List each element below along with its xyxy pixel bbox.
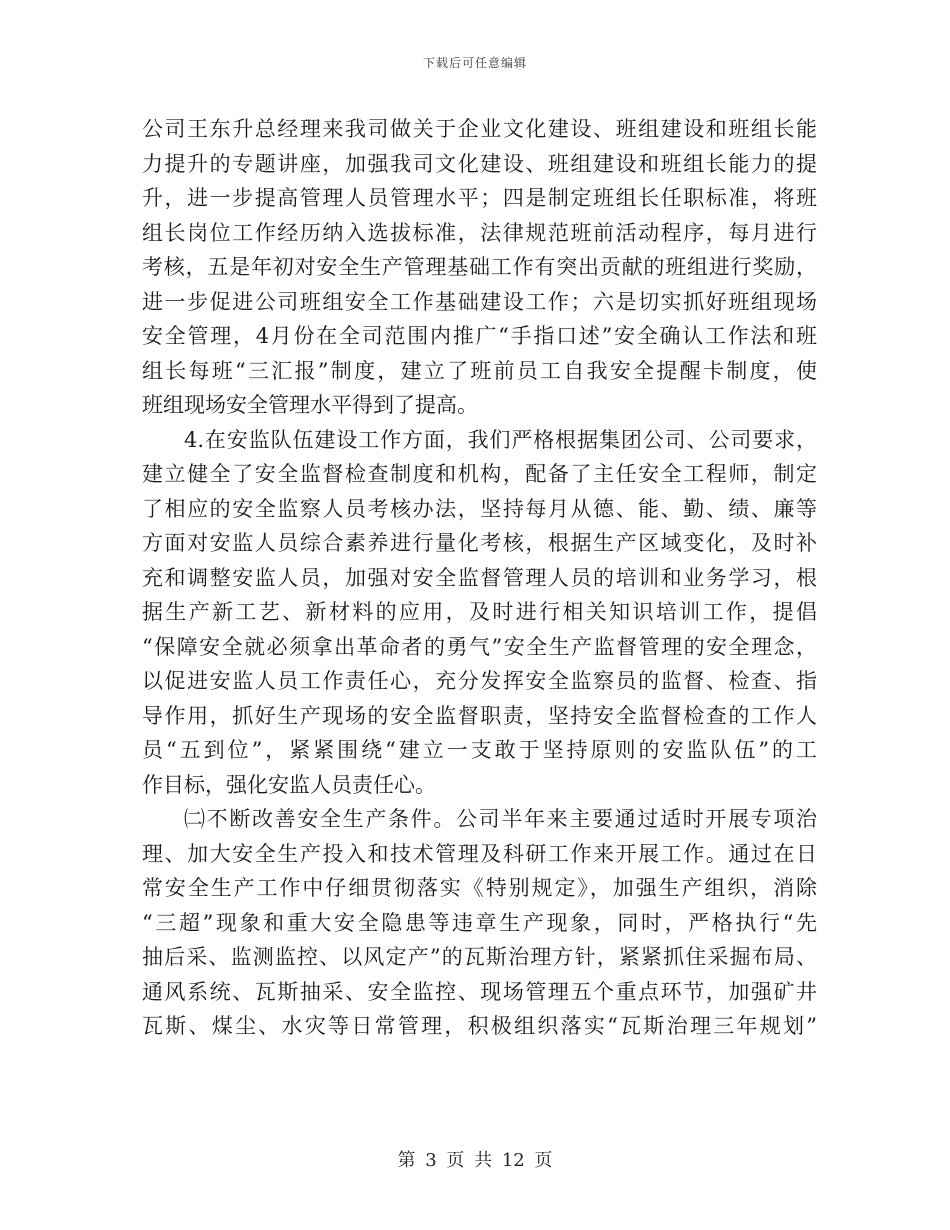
text-line: 以促进安监人员工作责任心，充分发挥安全监察员的监督、检查、指 [142,669,817,693]
text-line: 安全管理，4月份在全司范围内推广“手指口述”安全确认工作法和班 [142,324,817,348]
text-line: 方面对安监人员综合素养进行量化考核，根据生产区域变化，及时补 [142,531,817,555]
text-line: “三超”现象和重大安全隐患等违章生产现象，同时，严格执行“先 [142,910,817,935]
text-line: “保障安全就必须拿出革命者的勇气”安全生产监督管理的安全理念， [142,634,817,659]
text-line: 班组现场安全管理水平得到了提高。 [142,393,478,417]
paragraph-2 [142,423,817,803]
text-line: 4.在安监队伍建设工作方面，我们严格根据集团公司、公司要求， [184,427,817,452]
paragraph-1 [142,112,817,423]
text-line: 瓦斯、煤尘、水灾等日常管理，积极组织落实“瓦斯治理三年规划” [142,1014,817,1038]
text-line: 充和调整安监人员，加强对安全监督管理人员的培训和业务学习，根 [142,565,817,590]
text-line: ㈡不断改善安全生产条件。公司半年来主要通过适时开展专项治 [184,807,817,831]
page-number-footer: 第 3 页 共 12 页 [397,1150,553,1171]
text-line: 员“五到位”，紧紧围绕“建立一支敢于坚持原则的安监队伍”的工 [142,738,817,762]
text-line: 组长岗位工作经历纳入选拔标准，法律规范班前活动程序，每月进行 [142,220,817,245]
text-line: 升，进一步提高管理人员管理水平；四是制定班组长任职标准，将班 [142,186,817,210]
text-line: 抽后采、监测监控、以风定产”的瓦斯治理方针，紧紧抓住采掘布局、 [142,945,817,969]
text-line: 理、加大安全生产投入和技术管理及科研工作来开展工作。通过在日 [142,841,817,866]
text-line: 组长每班“三汇报”制度，建立了班前员工自我安全提醒卡制度，使 [142,358,817,383]
text-line: 公司王东升总经理来我司做关于企业文化建设、班组建设和班组长能 [142,117,817,141]
text-line: 力提升的专题讲座，加强我司文化建设、班组建设和班组长能力的提 [142,151,817,176]
text-line: 导作用，抓好生产现场的安全监督职责，坚持安全监督检查的工作人 [142,703,817,728]
text-line: 常安全生产工作中仔细贯彻落实《特别规定》，加强生产组织，消除 [142,876,817,900]
text-line: 据生产新工艺、新材料的应用，及时进行相关知识培训工作，提倡 [142,600,817,624]
text-line: 建立健全了安全监督检查制度和机构，配备了主任安全工程师，制定 [142,462,817,486]
text-line: 考核，五是年初对安全生产管理基础工作有突出贡献的班组进行奖励， [142,255,817,279]
page-header: 下载后可任意编辑 [422,56,527,70]
paragraph-3 [142,802,817,1044]
text-line: 了相应的安全监察人员考核办法，坚持每月从德、能、勤、绩、廉等 [142,496,817,521]
text-line: 通风系统、瓦斯抽采、安全监控、现场管理五个重点环节，加强矿井 [142,979,817,1004]
text-line: 进一步促进公司班组安全工作基础建设工作；六是切实抓好班组现场 [142,289,817,314]
text-line: 作目标，强化安监人员责任心。 [142,772,436,797]
document-body [142,112,817,1044]
